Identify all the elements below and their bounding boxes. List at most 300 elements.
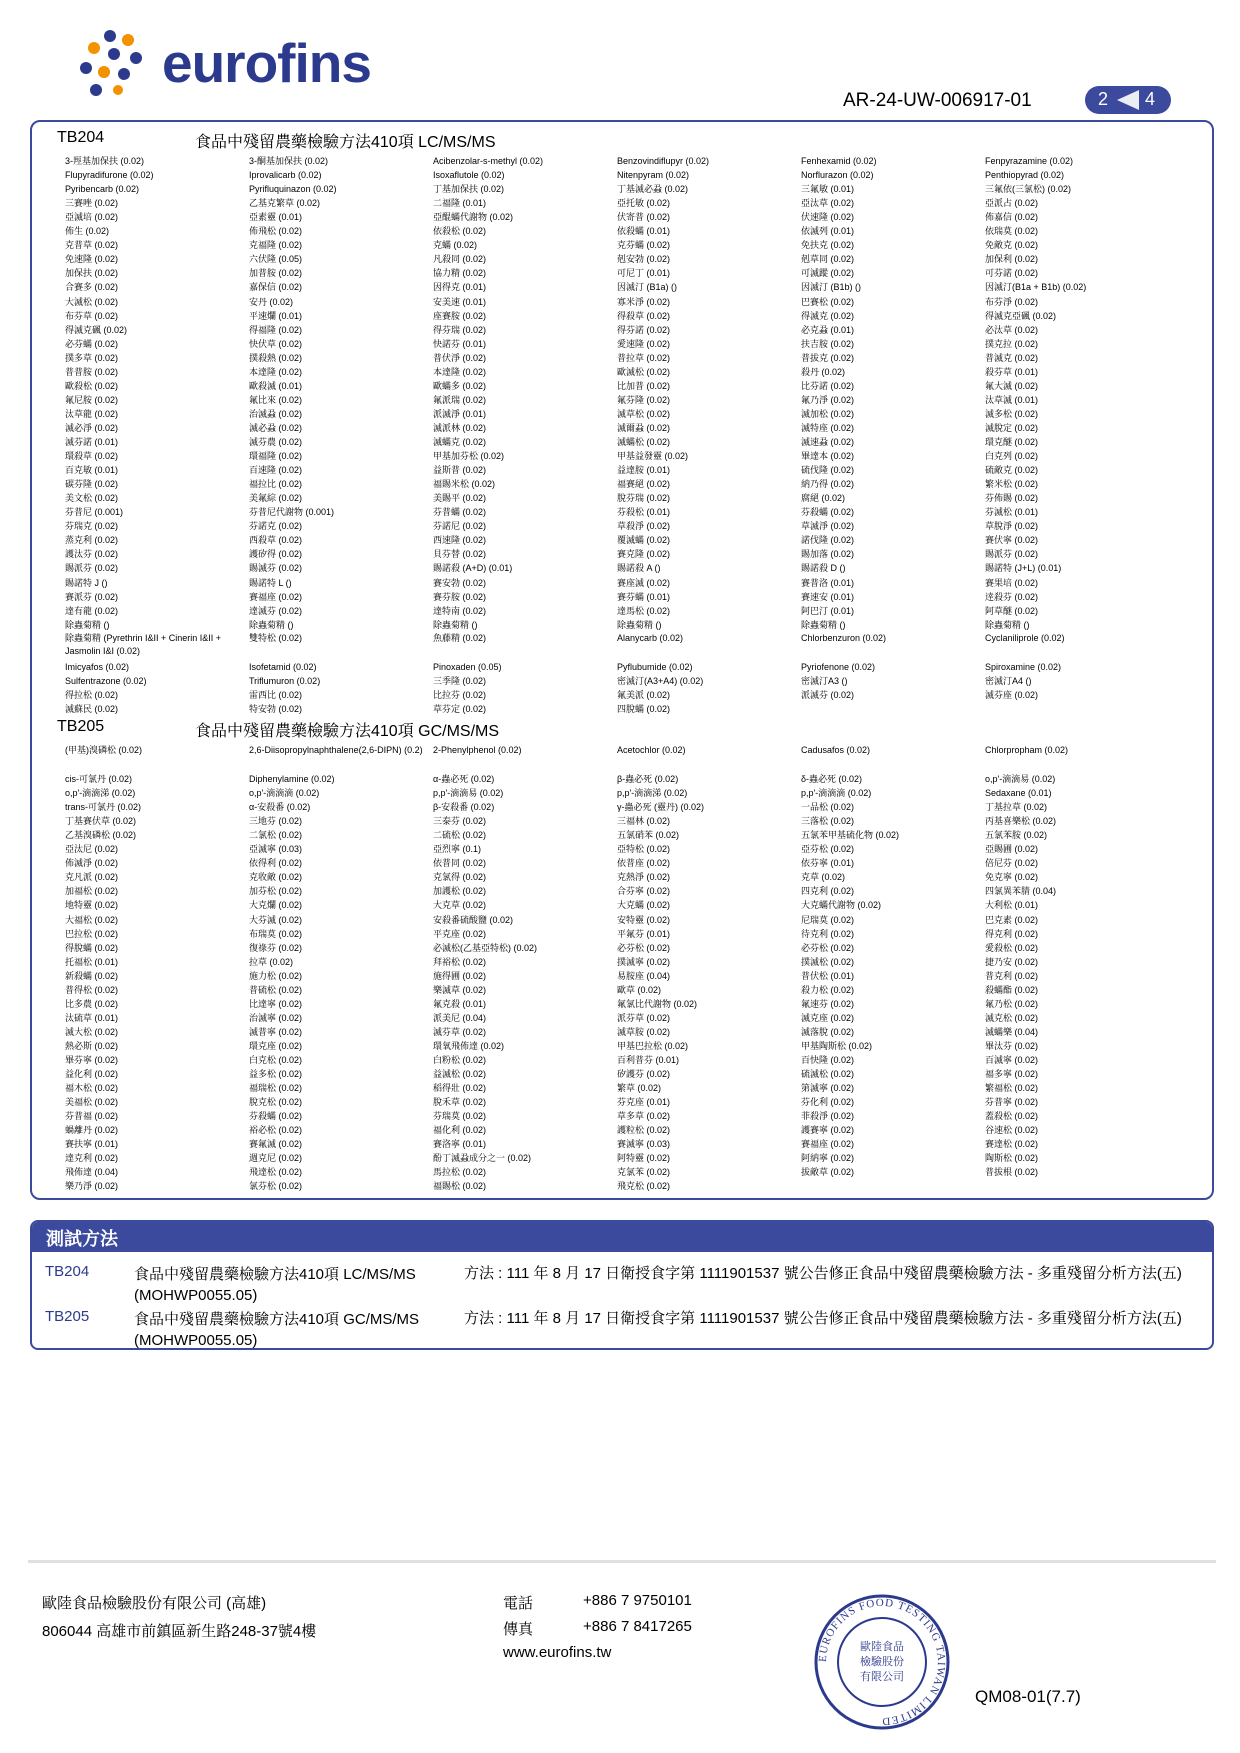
analyte-cell: 諾伐隆 (0.02) xyxy=(801,535,855,546)
analyte-cell: 脫禾草 (0.02) xyxy=(433,1097,487,1108)
analyte-cell: 草多草 (0.02) xyxy=(617,1111,671,1122)
analyte-cell: 護矽得 (0.02) xyxy=(249,549,303,560)
analyte-cell: 益滅松 (0.02) xyxy=(433,1069,487,1080)
analyte-cell: 施得圃 (0.02) xyxy=(433,970,487,981)
analyte-cell: 普拉草 (0.02) xyxy=(617,352,671,363)
analyte-cell: 2-Phenylphenol (0.02) xyxy=(433,745,522,755)
analyte-cell: Cadusafos (0.02) xyxy=(801,745,871,755)
analyte-cell: 克芬蟎 (0.02) xyxy=(617,240,671,251)
analyte-cell: 芬瑞克 (0.02) xyxy=(65,521,119,532)
analyte-cell: γ-蟲必死 (靈丹) (0.02) xyxy=(617,802,705,813)
analyte-cell: Benzovindiflupyr (0.02) xyxy=(617,156,710,166)
analyte-cell: 派滅芬 (0.02) xyxy=(801,689,855,700)
analyte-cell: 白粉松 (0.02) xyxy=(433,1055,487,1065)
analyte-cell: 普克利 (0.02) xyxy=(985,970,1039,981)
analyte-cell: 殺芬草 (0.01) xyxy=(985,366,1039,377)
analyte-cell: 賽滅寧 (0.03) xyxy=(617,1139,671,1150)
analyte-cell: 氟美派 (0.02) xyxy=(617,689,671,700)
analyte-cell: 達馬松 (0.02) xyxy=(617,605,671,616)
analyte-cell: 福多寧 (0.02) xyxy=(985,1069,1039,1080)
analyte-cell: Pyflubumide (0.02) xyxy=(617,661,693,672)
company-address: 806044 高雄市前鎮區新生路248-37號4樓 xyxy=(42,1623,317,1640)
section-title: 食品中殘留農藥檢驗方法410項 LC/MS/MS xyxy=(195,134,496,151)
analyte-cell: Sedaxane (0.01) xyxy=(985,788,1052,799)
analyte-cell: 蒸克利 (0.02) xyxy=(65,535,119,546)
analyte-cell: 二福隆 (0.01) xyxy=(433,198,487,209)
analyte-cell: 倍尼芬 (0.02) xyxy=(985,858,1039,869)
analyte-cell: 賜諾殺 D () xyxy=(801,563,846,574)
analyte-cell: 特安勃 (0.02) xyxy=(249,703,303,714)
analyte-cell: 滅芬諾 (0.01) xyxy=(65,437,119,447)
analyte-cell: 得福隆 (0.02) xyxy=(249,324,303,335)
analyte-cell: 大芬滅 (0.02) xyxy=(249,914,303,925)
analyte-cell: α-安殺番 (0.02) xyxy=(249,802,311,813)
analyte-cell: 派美尼 (0.04) xyxy=(433,1012,487,1023)
analyte-cell: 因滅汀 (B1a) () xyxy=(617,282,678,293)
analyte-cell: Cyclaniliprole (0.02) xyxy=(985,632,1065,643)
analyte-cell: 丙基喜樂松 (0.02) xyxy=(985,816,1057,827)
analyte-cell: 繁米松 (0.02) xyxy=(985,479,1039,490)
analyte-cell: 賽扶寧 (0.01) xyxy=(65,1139,119,1150)
analyte-cell: 雙特松 (0.02) xyxy=(249,632,303,643)
analyte-cell: 甲基巴拉松 (0.02) xyxy=(617,1040,689,1051)
analyte-cell: 護粒松 (0.02) xyxy=(617,1125,671,1136)
analyte-cell: 三福林 (0.02) xyxy=(617,816,671,827)
analyte-cell: 菲殺淨 (0.02) xyxy=(801,1111,855,1122)
analyte-cell: 賜加落 (0.02) xyxy=(801,549,855,560)
analyte-cell: 滅芬座 (0.02) xyxy=(985,689,1039,700)
analyte-cell: 大利松 (0.01) xyxy=(985,900,1039,911)
analyte-cell: 馬拉松 (0.02) xyxy=(433,1167,487,1178)
analyte-cell: Sulfentrazone (0.02) xyxy=(65,675,147,686)
analyte-cell: 亞派占 (0.02) xyxy=(985,198,1039,209)
analyte-cell: 達克利 (0.02) xyxy=(65,1153,119,1164)
analyte-cell: 氯芬松 (0.02) xyxy=(249,1181,303,1192)
analyte-cell: 氟乃松 (0.02) xyxy=(985,998,1039,1009)
analyte-cell: 氟比來 (0.02) xyxy=(249,394,303,405)
analyte-cell: 丁基滅必蝨 (0.02) xyxy=(617,184,689,195)
analyte-cell: 大克草 (0.02) xyxy=(433,900,487,911)
analyte-cell: 芬普尼 (0.001) xyxy=(65,507,124,518)
analyte-cell: 滅蘇民 (0.02) xyxy=(65,703,119,714)
svg-text:有限公司: 有限公司 xyxy=(860,1670,904,1683)
analyte-cell: 滅多松 (0.02) xyxy=(985,408,1039,419)
analyte-cell: 布芬草 (0.02) xyxy=(65,310,119,321)
analyte-cell: 滅速蝨 (0.02) xyxy=(801,437,855,447)
analyte-cell: 酚丁滅蝨成分之一 (0.02) xyxy=(433,1153,532,1164)
analyte-cell: 魚藤精 (0.02) xyxy=(433,632,487,643)
analyte-cell: 安殺番硫酸鹽 (0.02) xyxy=(433,914,514,925)
analyte-cell: 草殺淨 (0.02) xyxy=(617,521,671,532)
analyte-cell: 百速隆 (0.02) xyxy=(249,465,303,476)
footer-divider xyxy=(28,1560,1216,1563)
website-link[interactable]: www.eurofins.tw xyxy=(503,1644,612,1661)
analyte-cell: 達滅芬 (0.02) xyxy=(249,605,303,616)
analyte-cell: 蝸離丹 (0.02) xyxy=(65,1125,119,1136)
analyte-cell: 可尼丁 (0.01) xyxy=(617,268,671,279)
section-title: 食品中殘留農藥檢驗方法410項 GC/MS/MS xyxy=(195,723,500,740)
analyte-cell: Pyrifluquinazon (0.02) xyxy=(249,184,337,195)
analyte-cell: 第滅寧 (0.02) xyxy=(801,1083,855,1094)
analyte-cell: Penthiopyrad (0.02) xyxy=(985,170,1065,181)
test-methods-box xyxy=(30,1220,1214,1350)
form-code: QM08-01(7.7) xyxy=(975,1687,1081,1706)
analyte-cell: 寡米淨 (0.02) xyxy=(617,296,671,307)
analyte-cell: 環福隆 (0.02) xyxy=(249,451,303,462)
analyte-cell: 伏速隆 (0.02) xyxy=(801,212,855,223)
analyte-cell: Nitenpyram (0.02) xyxy=(617,170,690,181)
analyte-list-box xyxy=(30,120,1214,1200)
page-indicator xyxy=(1085,86,1171,114)
analyte-cell: 益斯普 (0.02) xyxy=(433,465,487,476)
analyte-cell: 克熱淨 (0.02) xyxy=(617,872,671,883)
analyte-cell: 大克蟎代謝物 (0.02) xyxy=(801,900,882,911)
analyte-cell: 依滅列 (0.01) xyxy=(801,226,855,237)
analyte-cell: 芬殺松 (0.01) xyxy=(617,507,671,518)
analyte-cell: 克凡派 (0.02) xyxy=(65,872,119,883)
analyte-cell: 飛佈達 (0.04) xyxy=(65,1167,119,1178)
analyte-cell: 芬瑞莫 (0.02) xyxy=(433,1111,487,1122)
analyte-cell: 依殺松 (0.02) xyxy=(433,226,487,237)
analyte-cell: 滅加松 (0.02) xyxy=(801,408,855,419)
analyte-cell: 白克列 (0.02) xyxy=(985,451,1039,462)
analyte-cell: 氟乃淨 (0.02) xyxy=(801,394,855,405)
analyte-cell: 施力松 (0.02) xyxy=(249,970,303,981)
analyte-cell: 腐絕 (0.02) xyxy=(801,493,846,504)
analyte-cell: 愛殺松 (0.02) xyxy=(985,942,1039,953)
analyte-cell: Pinoxaden (0.05) xyxy=(433,661,502,672)
analyte-cell: 滅必蝨 (0.02) xyxy=(249,422,303,433)
analyte-cell: 殺蟎酯 (0.02) xyxy=(985,984,1039,995)
fax-label: 傳真 xyxy=(503,1621,534,1638)
analyte-cell: 本達隆 (0.02) xyxy=(249,366,303,377)
analyte-cell: 五氯硝苯 (0.02) xyxy=(617,830,680,841)
analyte-cell: 滅克松 (0.02) xyxy=(985,1012,1039,1023)
analyte-cell: 氟大滅 (0.02) xyxy=(985,380,1039,391)
analyte-cell: 治滅蝨 (0.02) xyxy=(249,408,303,419)
analyte-cell: 亞芬松 (0.02) xyxy=(801,844,855,855)
analyte-cell: Alanycarb (0.02) xyxy=(617,632,684,643)
analyte-cell: 畢芬寧 (0.02) xyxy=(65,1055,119,1065)
analyte-cell: 二氯松 (0.02) xyxy=(249,830,303,841)
analyte-cell: cis-可氯丹 (0.02) xyxy=(65,774,133,784)
analyte-cell: 貝芬替 (0.02) xyxy=(433,549,487,560)
logo-dots-icon xyxy=(80,28,150,98)
analyte-cell: 雷西比 (0.02) xyxy=(249,689,303,700)
analyte-cell: 滅蟎樂 (0.04) xyxy=(985,1026,1039,1037)
analyte-cell: 賽普洛 (0.01) xyxy=(801,577,855,588)
analyte-cell: 芬化利 (0.02) xyxy=(801,1097,855,1108)
analyte-cell: 撲滅松 (0.02) xyxy=(801,956,855,967)
analyte-cell: 普滅克 (0.02) xyxy=(985,352,1039,363)
analyte-cell: 硫滅松 (0.02) xyxy=(801,1069,855,1080)
analyte-cell: 益達胺 (0.01) xyxy=(617,465,671,476)
analyte-cell: 賽安勃 (0.02) xyxy=(433,577,487,588)
analyte-cell: 布芬淨 (0.02) xyxy=(985,296,1039,307)
analyte-cell: 剋安勃 (0.02) xyxy=(617,254,671,265)
analyte-cell: 乙基克繁草 (0.02) xyxy=(249,198,321,209)
analyte-cell: 三地芬 (0.02) xyxy=(249,816,303,827)
analyte-cell: 撲滅寧 (0.02) xyxy=(617,956,671,967)
analyte-cell: o,p'-滴滴涕 (0.02) xyxy=(65,788,136,799)
analyte-cell: 氟速芬 (0.02) xyxy=(801,998,855,1009)
analyte-cell: 亞賜圃 (0.02) xyxy=(985,844,1039,855)
analyte-cell: 拜裕松 (0.02) xyxy=(433,956,487,967)
analyte-cell: 依殺蟎 (0.01) xyxy=(617,226,671,237)
analyte-cell: 畢汰芬 (0.02) xyxy=(985,1040,1039,1051)
analyte-cell: 必芬蟎 (0.02) xyxy=(65,338,119,349)
analyte-cell: 滅派林 (0.02) xyxy=(433,422,487,433)
analyte-cell: 比芬諾 (0.02) xyxy=(801,380,855,391)
analyte-cell: Chlorpropham (0.02) xyxy=(985,745,1069,755)
analyte-cell: 芬克座 (0.01) xyxy=(617,1097,671,1108)
analyte-cell: 一品松 (0.02) xyxy=(801,802,855,813)
analyte-cell: 美福松 (0.02) xyxy=(65,1097,119,1108)
analyte-cell: 三賽唑 (0.02) xyxy=(65,198,119,209)
analyte-cell: Isofetamid (0.02) xyxy=(249,661,317,672)
analyte-cell: 協力精 (0.02) xyxy=(433,268,487,279)
analyte-cell: 週克尼 (0.02) xyxy=(249,1153,303,1164)
analyte-cell: 環克座 (0.02) xyxy=(249,1040,303,1051)
analyte-cell: 賜派芬 (0.02) xyxy=(985,549,1039,560)
analyte-cell: Chlorbenzuron (0.02) xyxy=(801,632,887,643)
analyte-cell: 比多農 (0.02) xyxy=(65,998,119,1009)
analyte-cell: 達特南 (0.02) xyxy=(433,605,487,616)
analyte-cell: 巴賽松 (0.02) xyxy=(801,296,855,307)
fax-number: +886 7 8417265 xyxy=(583,1618,692,1635)
analyte-cell: 賽芬胺 (0.02) xyxy=(433,591,487,602)
analyte-cell: 脫克松 (0.02) xyxy=(249,1097,303,1108)
analyte-cell: 免扶克 (0.02) xyxy=(801,240,855,251)
method-description: 方法 : 111 年 8 月 17 日衛授食字第 1111901537 號公告修正食品中殘留農藥檢驗方法 - 多重殘留分析方法(五)(MOHWP0055.05) xyxy=(134,1265,1182,1304)
method-name: 食品中殘留農藥檢驗方法410項 LC/MS/MS xyxy=(134,1266,416,1283)
analyte-cell: 芬普蟎 (0.02) xyxy=(433,507,487,518)
analyte-cell: 佈飛松 (0.02) xyxy=(249,226,303,237)
analyte-cell: 賽派芬 (0.02) xyxy=(65,591,119,602)
analyte-cell: 克氯苯 (0.02) xyxy=(617,1167,671,1178)
analyte-cell: 滅特座 (0.02) xyxy=(801,422,855,433)
analyte-cell: 2,6-Diisopropylnaphthalene(2,6-DIPN) (0.2) xyxy=(249,745,423,755)
analyte-cell: 三氟敏 (0.01) xyxy=(801,184,855,195)
analyte-cell: 3-酮基加保扶 (0.02) xyxy=(249,156,329,166)
analyte-cell: 得滅克碸 (0.02) xyxy=(65,324,128,335)
analyte-cell: 百利普芬 (0.01) xyxy=(617,1055,680,1065)
page-current: 2 xyxy=(1098,89,1109,109)
analyte-cell: β-安殺番 (0.02) xyxy=(433,802,495,813)
analyte-cell: 芬佈賜 (0.02) xyxy=(985,493,1039,504)
analyte-cell: 阿特靈 (0.02) xyxy=(617,1153,671,1164)
analyte-cell: 佈嘉信 (0.02) xyxy=(985,212,1039,223)
analyte-cell: 甲基加芬松 (0.02) xyxy=(433,451,505,462)
analyte-cell: 矽護芬 (0.02) xyxy=(617,1069,671,1080)
analyte-cell: 安丹 (0.02) xyxy=(249,296,294,307)
analyte-cell: 滅草松 (0.02) xyxy=(617,408,671,419)
analyte-cell: 丁基加保扶 (0.02) xyxy=(433,184,505,195)
analyte-cell: 愛速隆 (0.02) xyxy=(617,338,671,349)
analyte-cell: 阿巴汀 (0.01) xyxy=(801,605,855,616)
analyte-cell: 氟克殺 (0.01) xyxy=(433,998,487,1009)
analyte-cell: 三氟依(三氯松) (0.02) xyxy=(985,184,1072,195)
analyte-cell: 飛克松 (0.02) xyxy=(617,1181,671,1192)
analyte-cell: 福賜米松 (0.02) xyxy=(433,479,496,490)
analyte-cell: 氟尼胺 (0.02) xyxy=(65,394,119,405)
analyte-cell: 護賽寧 (0.02) xyxy=(801,1125,855,1136)
analyte-cell: 賜滅芬 (0.02) xyxy=(249,563,303,574)
analyte-cell: 滅落脫 (0.02) xyxy=(801,1026,855,1037)
analyte-cell: 福拉比 (0.02) xyxy=(249,479,303,490)
analyte-cell: 百快隆 (0.02) xyxy=(801,1055,855,1065)
analyte-cell: 碳芬隆 (0.02) xyxy=(65,479,119,490)
eurofins-logo xyxy=(80,28,420,98)
test-methods-header xyxy=(32,1222,1212,1252)
analyte-cell: o,p'-滴滴易 (0.02) xyxy=(985,774,1056,784)
analyte-cell: 除蟲菊精 () xyxy=(249,619,294,630)
analyte-cell: 福瑞松 (0.02) xyxy=(249,1083,303,1094)
analyte-cell: 密滅汀(A3+A4) (0.02) xyxy=(617,675,704,686)
analyte-cell: 美賜平 (0.02) xyxy=(433,493,487,504)
analyte-cell: 亞汰尼 (0.02) xyxy=(65,844,119,855)
analyte-cell: 依得利 (0.02) xyxy=(249,858,303,869)
analyte-cell: 百克敏 (0.01) xyxy=(65,465,119,476)
analyte-cell: 加保利 (0.02) xyxy=(985,254,1039,265)
phone-number: +886 7 9750101 xyxy=(583,1592,692,1609)
analyte-cell: 亞特松 (0.02) xyxy=(617,844,671,855)
analyte-cell: 伏寄普 (0.02) xyxy=(617,212,671,223)
analyte-cell: 飛達松 (0.02) xyxy=(249,1167,303,1178)
analyte-cell: Acibenzolar-s-methyl (0.02) xyxy=(433,156,544,166)
analyte-cell: 丁基賽伏草 (0.02) xyxy=(65,816,137,827)
analyte-cell: 汰硫草 (0.01) xyxy=(65,1012,119,1023)
analyte-cell: 滅必淨 (0.02) xyxy=(65,422,119,433)
analyte-cell: 佈滅淨 (0.02) xyxy=(65,858,119,869)
analyte-cell: p,p'-滴滴易 (0.02) xyxy=(433,788,504,799)
analyte-cell: 加護松 (0.02) xyxy=(433,886,487,897)
analyte-cell: 丁基拉草 (0.02) xyxy=(985,802,1048,813)
analyte-cell: 益多松 (0.02) xyxy=(249,1069,303,1080)
analyte-cell: 四克利 (0.02) xyxy=(801,886,855,897)
analyte-cell: 亞烈寧 (0.1) xyxy=(433,844,482,855)
analyte-cell: 氟派瑞 (0.02) xyxy=(433,394,487,405)
analyte-cell: 比達寧 (0.02) xyxy=(249,998,303,1009)
analyte-cell: 派芬草 (0.02) xyxy=(617,1012,671,1023)
analyte-cell: 普得松 (0.02) xyxy=(65,984,119,995)
analyte-cell: δ-蟲必死 (0.02) xyxy=(801,774,863,784)
analyte-cell: 平速爛 (0.01) xyxy=(249,310,303,321)
analyte-cell: 硫伐隆 (0.02) xyxy=(801,465,855,476)
analyte-cell: 普普胺 (0.02) xyxy=(65,366,119,377)
analyte-cell: 陶斯松 (0.02) xyxy=(985,1153,1039,1164)
analyte-cell: 四氯異苯腈 (0.04) xyxy=(985,886,1057,897)
analyte-cell: 甲基益發靈 (0.02) xyxy=(617,451,689,462)
analyte-cell: 安美速 (0.01) xyxy=(433,296,487,307)
analyte-cell: 普伏淨 (0.02) xyxy=(433,352,487,363)
analyte-cell: (甲基)溴磷松 (0.02) xyxy=(65,745,143,755)
svg-text:檢驗股份: 檢驗股份 xyxy=(860,1655,904,1668)
analyte-cell: 環克醚 (0.02) xyxy=(985,437,1039,447)
analyte-cell: 滅蟎克 (0.02) xyxy=(433,437,487,447)
analyte-cell: 阿草醚 (0.02) xyxy=(985,605,1039,616)
analyte-cell: 得殺草 (0.02) xyxy=(617,310,671,321)
analyte-cell: 捷乃安 (0.02) xyxy=(985,956,1039,967)
analyte-cell: 除蟲菊精 () xyxy=(65,619,110,630)
analyte-cell: 比加普 (0.02) xyxy=(617,380,671,391)
analyte-cell: 佈生 (0.02) xyxy=(65,226,110,237)
analyte-cell: 覆滅蟎 (0.02) xyxy=(617,535,671,546)
analyte-cell: 加保扶 (0.02) xyxy=(65,268,119,279)
analyte-cell: Imicyafos (0.02) xyxy=(65,661,130,672)
analyte-cell: 逹殺芬 (0.02) xyxy=(985,591,1039,602)
analyte-cell: 加芬松 (0.02) xyxy=(249,886,303,897)
analyte-cell: 硫敵克 (0.02) xyxy=(985,465,1039,476)
analyte-cell: 克收敵 (0.02) xyxy=(249,872,303,883)
analyte-cell: 普拔克 (0.02) xyxy=(801,352,855,363)
analyte-cell: 賽果培 (0.02) xyxy=(985,577,1039,588)
analyte-cell: 必滅松(乙基亞特松) (0.02) xyxy=(433,942,538,953)
analyte-cell: 草芬定 (0.02) xyxy=(433,703,487,714)
analyte-cell: 普拔根 (0.02) xyxy=(985,1167,1039,1178)
analyte-cell: 甲基陶斯松 (0.02) xyxy=(801,1040,873,1051)
analyte-cell: 歐蟎多 (0.02) xyxy=(433,380,487,391)
analyte-cell: 達有龍 (0.02) xyxy=(65,605,119,616)
analyte-cell: 除蟲菊精 () xyxy=(433,619,478,630)
analyte-cell: 撲殺熱 (0.02) xyxy=(249,352,303,363)
analyte-cell: 福木松 (0.02) xyxy=(65,1083,119,1094)
analyte-cell: 二硫松 (0.02) xyxy=(433,830,487,841)
analyte-cell: 大滅松 (0.02) xyxy=(65,296,119,307)
analyte-cell: 除蟲菊精 () xyxy=(985,619,1030,630)
analyte-cell: 樂滅草 (0.02) xyxy=(433,984,487,995)
analyte-cell: 得滅克 (0.02) xyxy=(801,310,855,321)
analyte-cell: 得克利 (0.02) xyxy=(985,928,1039,939)
analyte-cell: 克蟎 (0.02) xyxy=(433,240,478,251)
analyte-cell: 滅芬草 (0.02) xyxy=(433,1026,487,1037)
analyte-cell: 扶吉胺 (0.02) xyxy=(801,338,855,349)
analyte-cell: 芬滅松 (0.01) xyxy=(985,507,1039,518)
analyte-cell: 福賽絕 (0.02) xyxy=(617,479,671,490)
analyte-cell: 可芬諾 (0.02) xyxy=(985,268,1039,279)
analyte-cell: Pyribencarb (0.02) xyxy=(65,184,140,195)
analyte-cell: 可滅蹤 (0.02) xyxy=(801,268,855,279)
analyte-cell: 谷速松 (0.02) xyxy=(985,1125,1039,1136)
analyte-cell: 尼瑞莫 (0.02) xyxy=(801,914,855,925)
analyte-cell: 得芬諾 (0.02) xyxy=(617,324,671,335)
analyte-cell: 合芬寧 (0.02) xyxy=(617,886,671,897)
analyte-cell: 賽克隆 (0.02) xyxy=(617,549,671,560)
analyte-cell: 福化利 (0.02) xyxy=(433,1125,487,1136)
analyte-cell: 巴拉松 (0.02) xyxy=(65,928,119,939)
analyte-cell: 必芬松 (0.02) xyxy=(801,942,855,953)
analyte-cell: o,p'-滴滴滴 (0.02) xyxy=(249,788,320,799)
analyte-cell: 三季隆 (0.02) xyxy=(433,675,487,686)
analyte-cell: 滅芬農 (0.02) xyxy=(249,437,303,447)
analyte-cell: 三落松 (0.02) xyxy=(801,816,855,827)
analyte-cell: Pyriofenone (0.02) xyxy=(801,661,876,672)
analyte-cell: 乙基溴磷松 (0.02) xyxy=(65,830,137,841)
analyte-cell: 氟氯比代謝物 (0.02) xyxy=(617,998,698,1009)
page-separator-icon xyxy=(1113,86,1143,114)
analyte-cell: 派滅淨 (0.01) xyxy=(433,408,487,419)
analyte-cell: 待克利 (0.02) xyxy=(801,928,855,939)
analyte-cell: Iprovalicarb (0.02) xyxy=(249,170,322,181)
analyte-cell: 繁福松 (0.02) xyxy=(985,1083,1039,1094)
analyte-cell: 亞托敏 (0.02) xyxy=(617,198,671,209)
analyte-cell: 畢達本 (0.02) xyxy=(801,451,855,462)
analyte-cell: 熱必斯 (0.02) xyxy=(65,1040,119,1051)
analyte-cell: 快伏草 (0.02) xyxy=(249,338,303,349)
analyte-cell: 殺力松 (0.02) xyxy=(801,984,855,995)
analyte-cell: 除蟲菊精 () xyxy=(617,619,662,630)
analyte-cell: 芬殺蟎 (0.02) xyxy=(801,507,855,518)
